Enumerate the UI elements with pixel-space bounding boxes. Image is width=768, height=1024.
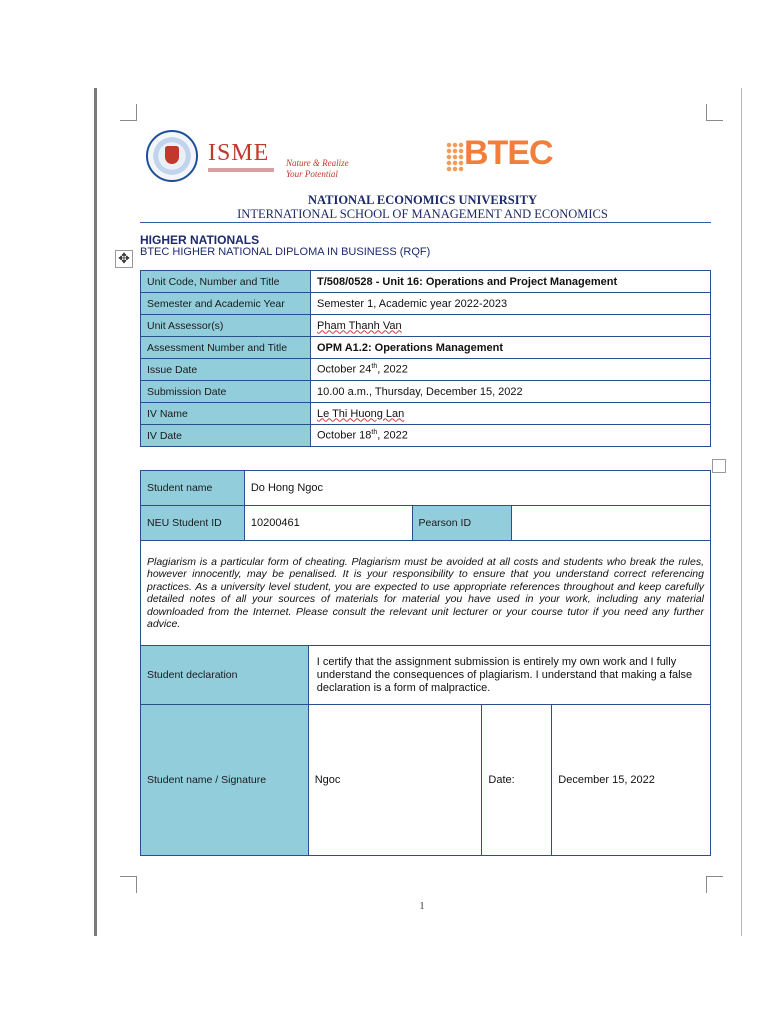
qualification-title: HIGHER NATIONALS (140, 233, 260, 247)
assessment-label: Assessment Number and Title (141, 337, 311, 359)
semester-label: Semester and Academic Year (141, 293, 311, 315)
header-divider (140, 222, 711, 223)
issue-date-ordinal: th (371, 363, 378, 371)
isme-tagline (286, 158, 349, 180)
neu-id-value[interactable]: 10200461 (244, 506, 412, 541)
submission-date-value[interactable]: 10.00 a.m., Thursday, December 15, 2022 (311, 381, 711, 403)
issue-date-value[interactable] (311, 359, 711, 381)
issue-date-label: Issue Date (141, 359, 311, 381)
neu-id-label: NEU Student ID (141, 506, 245, 541)
isme-logo: ISME (208, 140, 270, 166)
table-row (141, 403, 711, 425)
iv-name-value[interactable] (311, 403, 711, 425)
declaration-label: Student declaration (141, 646, 309, 705)
table-row (141, 425, 711, 447)
assessor-value[interactable] (311, 315, 711, 337)
submission-date-label: Submission Date (141, 381, 311, 403)
neu-seal-icon (146, 130, 198, 182)
table-row (141, 271, 711, 293)
table-row (141, 381, 711, 403)
isme-tagline-line-1: Nature & Realize (286, 158, 349, 168)
signature-value[interactable]: Ngoc (308, 705, 482, 856)
assessor-label: Unit Assessor(s) (141, 315, 311, 337)
table-move-handle-icon[interactable]: ✥ (115, 250, 133, 268)
pearson-id-label: Pearson ID (412, 506, 512, 541)
page-number: 1 (419, 900, 425, 912)
table-row (141, 359, 711, 381)
isme-tagline-line-2: Your Potential (286, 169, 338, 179)
student-name-value[interactable]: Do Hong Ngoc (244, 471, 710, 506)
unit-info-table (140, 270, 711, 447)
declaration-text: I certify that the assignment submission is entirely my own work and I fully understand the consequences of plagiarism. I understand that making a false declaration is a form of malpractice. (308, 646, 710, 705)
table-row (141, 293, 711, 315)
issue-date-day: October 24 (317, 363, 372, 376)
table-select-checkbox[interactable] (712, 459, 726, 473)
logo-banner (146, 126, 576, 186)
crop-mark-bottom-right (706, 876, 723, 893)
plagiarism-notice: Plagiarism is a particular form of cheating. Plagiarism must be avoided at all costs and students who break the rules, however innocently, may be penalised. It is your responsibility to ensure that you understand correct referencing practices. As a university level student, you are expected to use appropriate references throughout and keep carefully detailed notes of all your sources of materials for material you have used in your work, including any material downloaded from the Internet. Please consult the relevant unit lecturer or your course tutor if you need any further advice. (141, 541, 711, 646)
table-row (141, 337, 711, 359)
signature-label: Student name / Signature (141, 705, 309, 856)
table-row (141, 541, 711, 646)
semester-value[interactable]: Semester 1, Academic year 2022-2023 (311, 293, 711, 315)
unit-code-label: Unit Code, Number and Title (141, 271, 311, 293)
btec-logo: BTEC (464, 134, 553, 172)
btec-dots-icon (446, 142, 464, 172)
iv-name: Le Thi Huong Lan (317, 407, 405, 420)
page-right-edge (741, 88, 742, 936)
table-row (141, 646, 711, 705)
issue-date-year: , 2022 (377, 363, 408, 376)
assessor-name: Pham Thanh Van (317, 319, 402, 332)
table-row (141, 315, 711, 337)
page-left-edge (94, 88, 97, 936)
crop-mark-bottom-left (120, 876, 137, 893)
crop-mark-top-left (120, 104, 137, 121)
qualification-subtitle: BTEC HIGHER NATIONAL DIPLOMA IN BUSINESS (RQF) (140, 246, 431, 258)
date-label: Date: (482, 705, 552, 856)
table-row (141, 506, 711, 541)
assessment-value[interactable]: OPM A1.2: Operations Management (311, 337, 711, 359)
unit-code-value[interactable]: T/508/0528 - Unit 16: Operations and Project Management (311, 271, 711, 293)
iv-date-day: October 18 (317, 429, 372, 442)
iv-name-label: IV Name (141, 403, 311, 425)
iv-date-label: IV Date (141, 425, 311, 447)
crop-mark-top-right (706, 104, 723, 121)
student-info-table (140, 470, 711, 856)
iv-date-value[interactable] (311, 425, 711, 447)
isme-logo-underline (208, 168, 274, 172)
pearson-id-value[interactable] (512, 506, 711, 541)
iv-date-ordinal: th (371, 429, 378, 437)
student-name-label: Student name (141, 471, 245, 506)
table-row (141, 471, 711, 506)
date-value[interactable]: December 15, 2022 (552, 705, 711, 856)
table-row (141, 705, 711, 856)
iv-date-year: , 2022 (377, 429, 408, 442)
school-name: INTERNATIONAL SCHOOL OF MANAGEMENT AND ECONOMICS (237, 207, 608, 221)
university-name: NATIONAL ECONOMICS UNIVERSITY (308, 193, 537, 207)
